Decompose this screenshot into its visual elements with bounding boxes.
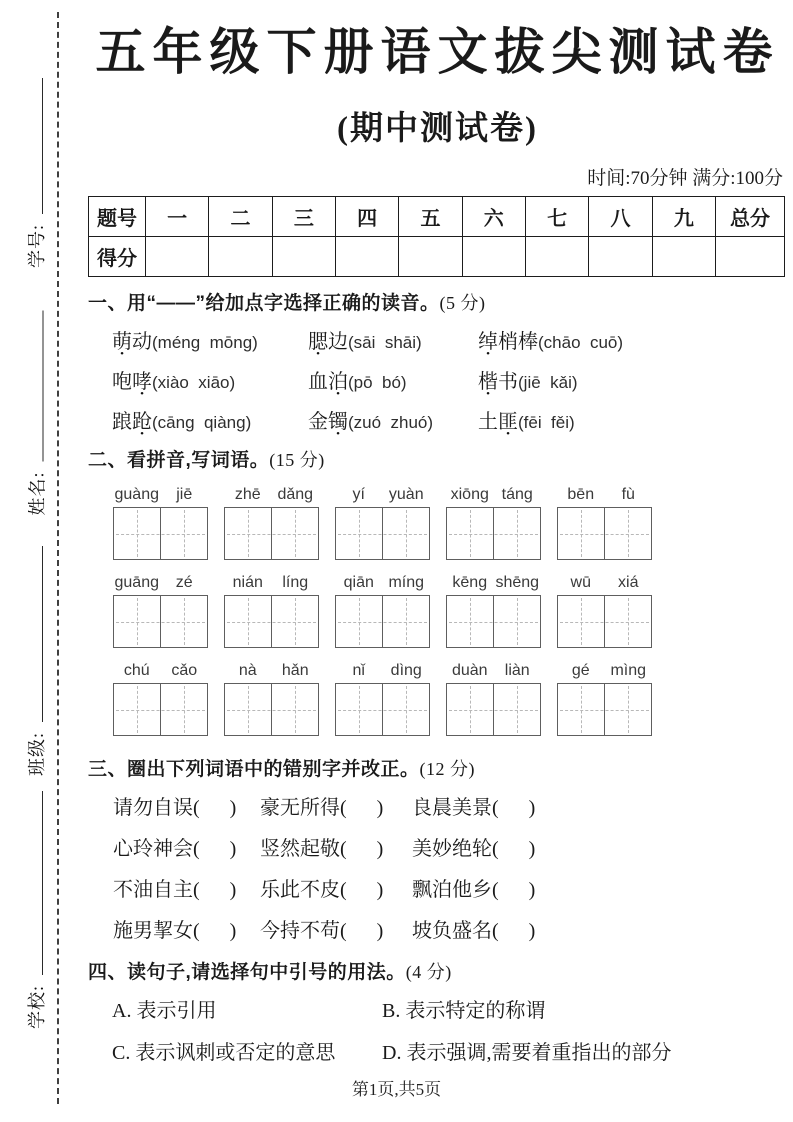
writing-box-group — [335, 574, 430, 648]
margin-label-class: 班级: — [27, 731, 47, 776]
correction-blank: ( ) — [492, 838, 536, 860]
correction-blank: ( ) — [340, 920, 384, 942]
writing-box — [557, 595, 652, 648]
writing-box-group — [113, 662, 208, 736]
writing-box — [113, 595, 208, 648]
word-item: 血泊(pō bó) — [308, 371, 407, 393]
idiom-item: 豪无所得( ) — [260, 797, 384, 819]
margin-field-school — [24, 791, 48, 1029]
idiom-item: 施男挈女( ) — [113, 920, 237, 942]
pinyin-pair: yí yuàn — [352, 486, 424, 503]
idiom-item: 心玲神会( ) — [113, 838, 237, 860]
writing-box — [113, 507, 208, 560]
writing-box-group — [446, 574, 541, 648]
score-cell — [525, 237, 588, 277]
section-2-score: (15 分) — [269, 450, 325, 470]
pinyin-pair: gé mìng — [571, 662, 647, 679]
correction-blank: ( ) — [492, 920, 536, 942]
pinyin-write-row — [88, 486, 787, 560]
section-3-items — [88, 791, 787, 943]
pinyin-choices: (sāi shāi) — [348, 333, 422, 352]
writing-box — [335, 595, 430, 648]
page-number: 第1页,共5页 — [351, 1080, 442, 1099]
score-cell — [146, 237, 209, 277]
correction-blank: ( ) — [193, 797, 237, 819]
word-item: 金镯(zuó zhuó) — [308, 411, 434, 433]
writing-box-group — [557, 662, 652, 736]
pinyin-pair: duàn liàn — [451, 662, 530, 679]
correction-blank: ( ) — [340, 797, 384, 819]
score-cell — [462, 237, 525, 277]
score-cell — [716, 237, 785, 277]
score-table-corner: 题号 — [89, 197, 146, 237]
pinyin-pair: chú cǎo — [123, 662, 198, 679]
score-table-header-row — [89, 197, 785, 237]
correction-blank: ( ) — [492, 797, 536, 819]
option-a: A. 表示引用 — [112, 1000, 217, 1022]
margin-field-student-id — [24, 78, 48, 268]
section-4-score: (4 分) — [405, 962, 452, 982]
section-1-heading-text: 一、用“——”给加点字选择正确的读音。 — [88, 293, 440, 314]
writing-box — [446, 683, 541, 736]
school-blank-line — [29, 791, 43, 975]
score-col-9: 九 — [652, 197, 715, 237]
score-row-label: 得分 — [89, 237, 146, 277]
score-table-score-row — [89, 237, 785, 277]
idiom-item: 乐此不皮( ) — [260, 879, 384, 901]
pinyin-pair: kēng shēng — [452, 574, 540, 591]
pinyin-choices: (fēi fěi) — [518, 413, 575, 432]
writing-box-group — [335, 486, 430, 560]
pinyin-pair: guàng jiē — [114, 486, 193, 503]
name-blank-line — [30, 311, 44, 462]
idiom-item: 竖然起敬( ) — [260, 838, 384, 860]
student-id-blank-line — [29, 78, 43, 214]
pinyin-pair: zhē dǎng — [234, 486, 314, 503]
margin-label-school: 学校: — [27, 984, 47, 1029]
exam-content — [88, 0, 787, 1065]
correction-blank: ( ) — [193, 879, 237, 901]
writing-box — [113, 683, 208, 736]
page-title: 五年级下册语文拔尖测试卷 — [95, 24, 780, 80]
margin-field-class — [24, 546, 48, 776]
word-item: 踉跄(cāng qiàng) — [112, 411, 252, 433]
idiom-item: 美妙绝轮( ) — [412, 838, 536, 860]
writing-box-group — [113, 486, 208, 560]
pinyin-pair: guāng zé — [114, 574, 193, 591]
writing-box — [335, 683, 430, 736]
class-blank-line — [29, 546, 43, 722]
score-cell — [209, 237, 272, 277]
writing-box-group — [113, 574, 208, 648]
pinyin-pair: nǐ dìng — [352, 662, 422, 679]
score-col-3: 三 — [272, 197, 335, 237]
pinyin-pair: xiōng táng — [450, 486, 533, 503]
writing-box-group — [224, 486, 319, 560]
option-c: C. 表示讽刺或否定的意思 — [112, 1042, 336, 1064]
writing-box — [224, 595, 319, 648]
section-2-heading — [88, 445, 787, 472]
option-b: B. 表示特定的称谓 — [382, 1000, 546, 1022]
section-3-score: (12 分) — [419, 759, 476, 779]
option-d: D. 表示强调,需要着重指出的部分 — [382, 1042, 672, 1064]
writing-box-group — [224, 662, 319, 736]
page-subtitle: (期中测试卷) — [337, 111, 538, 147]
writing-box-group — [557, 574, 652, 648]
pinyin-pair: bēn fù — [567, 486, 635, 503]
correction-blank: ( ) — [193, 920, 237, 942]
pinyin-pair: wū xiá — [570, 574, 639, 591]
idiom-item: 坡负盛名( ) — [412, 920, 536, 942]
pinyin-choices: (méng mōng) — [152, 333, 258, 352]
pinyin-pair: nà hǎn — [238, 662, 309, 679]
pinyin-choices: (zuó zhuó) — [348, 413, 434, 432]
section-1-score: (5 分) — [439, 293, 486, 313]
idiom-item: 请勿自误( ) — [113, 797, 237, 819]
word-item: 楷书(jiē kǎi) — [478, 371, 578, 393]
writing-box-group — [446, 486, 541, 560]
score-cell — [272, 237, 335, 277]
pinyin-choices: (xiào xiāo) — [152, 373, 236, 392]
score-col-4: 四 — [335, 197, 398, 237]
pinyin-pair: nián líng — [232, 574, 309, 591]
writing-box — [446, 507, 541, 560]
writing-box-group — [446, 662, 541, 736]
pinyin-write-row — [88, 662, 787, 736]
writing-box — [557, 683, 652, 736]
writing-box — [224, 507, 319, 560]
score-col-2: 二 — [209, 197, 272, 237]
section-3-heading — [88, 754, 787, 781]
section-2-heading-text: 二、看拼音,写词语。 — [88, 450, 270, 471]
score-col-5: 五 — [399, 197, 462, 237]
idiom-item: 飘泊他乡( ) — [412, 879, 536, 901]
section-4-heading — [88, 957, 787, 984]
score-cell — [335, 237, 398, 277]
pinyin-pair: qiān míng — [343, 574, 425, 591]
writing-box — [224, 683, 319, 736]
writing-box — [335, 507, 430, 560]
section-1-heading — [88, 288, 787, 315]
writing-box — [557, 507, 652, 560]
correction-blank: ( ) — [193, 838, 237, 860]
score-cell — [399, 237, 462, 277]
margin-label-name: 姓名: — [27, 471, 48, 516]
pinyin-choices: (cāng qiàng) — [152, 413, 252, 432]
writing-box-group — [335, 662, 430, 736]
writing-box-group — [224, 574, 319, 648]
correction-blank: ( ) — [340, 879, 384, 901]
section-3-heading-text: 三、圈出下列词语中的错别字并改正。 — [88, 759, 420, 780]
margin-label-student-id: 学号: — [27, 223, 47, 268]
score-table — [88, 196, 785, 277]
score-col-total: 总分 — [716, 197, 785, 237]
binding-dashed-line — [57, 12, 59, 1104]
idiom-item: 良晨美景( ) — [412, 797, 536, 819]
section-4-options — [88, 994, 787, 1065]
score-col-7: 七 — [525, 197, 588, 237]
score-cell — [652, 237, 715, 277]
pinyin-choices: (pō bó) — [348, 373, 407, 392]
correction-blank: ( ) — [492, 879, 536, 901]
word-item: 绰梢棒(chāo cuō) — [478, 331, 624, 353]
word-item: 萌动(méng mōng) — [112, 331, 258, 353]
correction-blank: ( ) — [340, 838, 384, 860]
word-item: 咆哮(xiào xiāo) — [112, 371, 236, 393]
pinyin-choices: (chāo cuō) — [538, 333, 624, 352]
pinyin-choices: (jiē kǎi) — [518, 373, 578, 392]
section-4-heading-text: 四、读句子,请选择句中引号的用法。 — [88, 962, 406, 983]
score-col-8: 八 — [589, 197, 652, 237]
idiom-item: 不油自主( ) — [113, 879, 237, 901]
section-1-items — [88, 325, 787, 434]
writing-box — [446, 595, 541, 648]
score-col-6: 六 — [462, 197, 525, 237]
word-item: 腮边(sāi shāi) — [308, 331, 422, 353]
writing-box-group — [557, 486, 652, 560]
margin-field-name — [25, 311, 49, 516]
score-col-1: 一 — [146, 197, 209, 237]
time-score-line: 时间:70分钟 满分:100分 — [587, 168, 783, 189]
score-cell — [589, 237, 652, 277]
idiom-item: 今持不苟( ) — [260, 920, 384, 942]
word-item: 土匪(fēi fěi) — [478, 411, 575, 433]
pinyin-write-row — [88, 574, 787, 648]
